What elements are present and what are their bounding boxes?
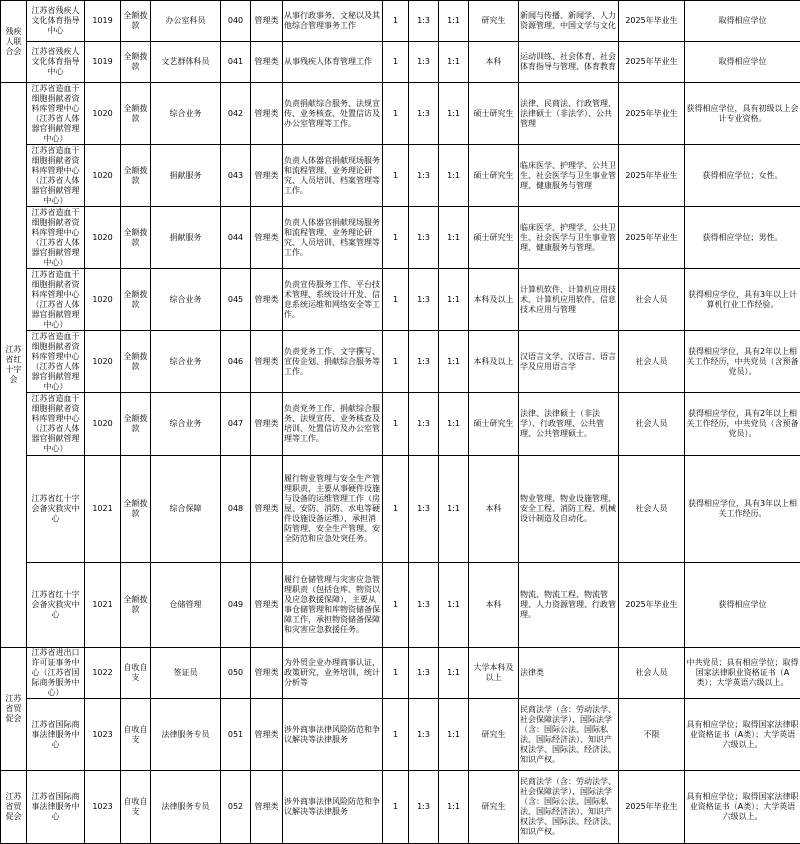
cell-other: 获得相应学位，具有3年以上计算机行业工作经验。 — [685, 269, 800, 331]
cell-position: 综合业务 — [151, 269, 221, 331]
cell-unit: 江苏省造血干细胞捐献者资料库管理中心（江苏省人体器官捐献管理中心） — [27, 331, 85, 393]
cell-exam-ratio: 1:3 — [409, 269, 439, 331]
cell-description: 涉外商事法律风险防范和争议解决等法律服务 — [283, 771, 383, 844]
cell-funding: 自收自支 — [121, 699, 151, 771]
cell-count: 1 — [383, 648, 409, 699]
cell-count: 1 — [383, 42, 409, 83]
table-row — [1, 771, 800, 844]
cell-pos-code: 050 — [221, 648, 251, 699]
cell-interview-ratio: 1:1 — [439, 1, 469, 42]
cell-unit: 江苏省造血干细胞捐献者资料库管理中心（江苏省人体器官捐献管理中心） — [27, 269, 85, 331]
cell-exam-ratio: 1:3 — [409, 83, 439, 145]
cell-count: 1 — [383, 563, 409, 648]
cell-count: 1 — [383, 207, 409, 269]
cell-description: 负责人体器官捐献现场服务和流程管理、业务理论研究、人员培训、档案管理等工作。 — [283, 145, 383, 207]
cell-position: 综合业务 — [151, 83, 221, 145]
cell-funding: 全额拨款 — [121, 145, 151, 207]
cell-education: 本科 — [469, 563, 519, 648]
cell-count: 1 — [383, 331, 409, 393]
cell-category: 管理类 — [251, 1, 283, 42]
cell-count: 1 — [383, 393, 409, 456]
cell-pos-code: 048 — [221, 456, 251, 563]
cell-funding: 全额拨款 — [121, 269, 151, 331]
cell-interview-ratio: 1:1 — [439, 145, 469, 207]
cell-unit: 江苏省造血干细胞捐献者资料库管理中心（江苏省人体器官捐献管理中心） — [27, 145, 85, 207]
cell-description: 负责捐献综合服务、法规宣传、业务核查、处置信访及办公室管理等工作。 — [283, 83, 383, 145]
cell-exam-ratio: 1:3 — [409, 207, 439, 269]
cell-interview-ratio: 1:1 — [439, 83, 469, 145]
cell-category: 管理类 — [251, 207, 283, 269]
table-row — [1, 145, 800, 207]
cell-unit: 江苏省造血干细胞捐献者资料库管理中心（江苏省人体器官捐献管理中心） — [27, 393, 85, 456]
cell-unit-code: 1020 — [85, 145, 121, 207]
cell-count: 1 — [383, 456, 409, 563]
cell-unit: 江苏省红十字会备灾救灾中心 — [27, 563, 85, 648]
cell-unit-code: 1019 — [85, 42, 121, 83]
cell-description: 负责党务工作、捐献综合服务、法规宣传、业务核查及培训、处置信访及办公室管理等工作。 — [283, 393, 383, 456]
cell-position: 文艺群体科员 — [151, 42, 221, 83]
cell-funding: 自收自支 — [121, 771, 151, 844]
cell-major: 法律类 — [519, 648, 619, 699]
cell-count: 1 — [383, 83, 409, 145]
cell-category: 管理类 — [251, 42, 283, 83]
cell-unit: 江苏省造血干细胞捐献者资料库管理中心（江苏省人体器官捐献管理中心） — [27, 207, 85, 269]
cell-category: 管理类 — [251, 771, 283, 844]
cell-education: 本科 — [469, 456, 519, 563]
cell-description: 涉外商事法律风险防范和争议解决等法律服务 — [283, 699, 383, 771]
cell-unit: 江苏省进出口许可证事务中心（江苏省国际商务服务中心） — [27, 648, 85, 699]
cell-position: 捐献服务 — [151, 207, 221, 269]
cell-interview-ratio: 1:1 — [439, 648, 469, 699]
cell-other: 获得相应学位 — [685, 563, 800, 648]
cell-position: 综合保障 — [151, 456, 221, 563]
cell-unit-code: 1021 — [85, 456, 121, 563]
cell-position: 法律服务专员 — [151, 771, 221, 844]
cell-target: 不限 — [619, 699, 685, 771]
cell-unit: 江苏省红十字会备灾救灾中心 — [27, 456, 85, 563]
cell-description: 从事行政事务、文秘以及其他综合管理事务工作 — [283, 1, 383, 42]
cell-description: 从事残疾人体育管理工作 — [283, 42, 383, 83]
cell-major: 临床医学、护理学、公共卫生、社会医学与卫生事业管理、健康服务与管理 — [519, 145, 619, 207]
cell-pos-code: 047 — [221, 393, 251, 456]
cell-funding: 全额拨款 — [121, 456, 151, 563]
cell-position: 仓储管理 — [151, 563, 221, 648]
cell-major: 民商法学（含：劳动法学、社会保障法学）、国际法学（含：国际公法、国际私法、国际经济法）、知识产权法学、国际法、经济法、知识产权。 — [519, 771, 619, 844]
cell-education: 硕士研究生 — [469, 83, 519, 145]
table-row — [1, 42, 800, 83]
cell-pos-code: 049 — [221, 563, 251, 648]
cell-count: 1 — [383, 771, 409, 844]
cell-pos-code: 043 — [221, 145, 251, 207]
cell-funding: 全额拨款 — [121, 83, 151, 145]
cell-exam-ratio: 1:3 — [409, 42, 439, 83]
cell-education: 硕士研究生 — [469, 207, 519, 269]
cell-position: 综合业务 — [151, 393, 221, 456]
cell-interview-ratio: 1:1 — [439, 771, 469, 844]
table-row — [1, 1, 800, 42]
cell-major: 物业管理、物业设施管理、安全工程、消防工程、机械设计制造及自动化。 — [519, 456, 619, 563]
cell-organization: 江苏省贸促会 — [1, 648, 27, 771]
cell-education: 硕士研究生 — [469, 145, 519, 207]
cell-category: 管理类 — [251, 456, 283, 563]
cell-organization: 江苏省红十字会 — [1, 83, 27, 648]
cell-education: 硕士研究生 — [469, 393, 519, 456]
cell-unit-code: 1023 — [85, 771, 121, 844]
cell-target: 社会人员 — [619, 269, 685, 331]
cell-major: 临床医学、护理学、公共卫生、社会医学与卫生事业管理、健康服务与管理。 — [519, 207, 619, 269]
cell-count: 1 — [383, 145, 409, 207]
cell-education: 研究生 — [469, 699, 519, 771]
cell-unit: 江苏省国际商事法律服务中心 — [27, 771, 85, 844]
cell-exam-ratio: 1:3 — [409, 393, 439, 456]
table-row — [1, 207, 800, 269]
cell-interview-ratio: 1:1 — [439, 393, 469, 456]
cell-funding: 全额拨款 — [121, 1, 151, 42]
cell-exam-ratio: 1:3 — [409, 145, 439, 207]
cell-education: 大学本科及以上 — [469, 648, 519, 699]
cell-interview-ratio: 1:1 — [439, 269, 469, 331]
cell-description: 为外贸企业办理商事认证，政策研究，业务培训，统计分析等 — [283, 648, 383, 699]
cell-unit-code: 1023 — [85, 699, 121, 771]
cell-description: 履行仓储管理与灾害应急管理职责（包括仓库、物资以及应急救援保障），主要从事仓储管理和库物资储备保障工作，承担物资储备保障和灾害应急救援任务。 — [283, 563, 383, 648]
cell-other: 取得相应学位 — [685, 42, 800, 83]
cell-other: 获得相应学位；女性。 — [685, 145, 800, 207]
cell-unit-code: 1020 — [85, 269, 121, 331]
cell-unit-code: 1022 — [85, 648, 121, 699]
table-row — [1, 456, 800, 563]
cell-unit-code: 1020 — [85, 83, 121, 145]
cell-exam-ratio: 1:3 — [409, 699, 439, 771]
cell-interview-ratio: 1:1 — [439, 699, 469, 771]
cell-interview-ratio: 1:1 — [439, 42, 469, 83]
cell-description: 负责人体器官捐献现场服务和流程管理、业务理论研究、人员培训、档案管理等工作。 — [283, 207, 383, 269]
cell-pos-code: 041 — [221, 42, 251, 83]
cell-funding: 全额拨款 — [121, 207, 151, 269]
cell-target: 社会人员 — [619, 648, 685, 699]
cell-other: 获得相应学位，具有3年以上相关工作经历。 — [685, 456, 800, 563]
cell-pos-code: 052 — [221, 771, 251, 844]
cell-category: 管理类 — [251, 83, 283, 145]
cell-exam-ratio: 1:3 — [409, 563, 439, 648]
cell-other: 获得相应学位，具有2年以上相关工作经历，中共党员（含预备党员）。 — [685, 331, 800, 393]
cell-unit: 江苏省残疾人文化体育指导中心 — [27, 1, 85, 42]
cell-position: 捐献服务 — [151, 145, 221, 207]
cell-pos-code: 044 — [221, 207, 251, 269]
cell-unit-code: 1020 — [85, 331, 121, 393]
cell-description: 负责宣传服务工作、平台技术管理、系统设计开发、信息系统运维和网络安全等工作。 — [283, 269, 383, 331]
cell-target: 2025年毕业生 — [619, 771, 685, 844]
cell-education: 本科及以上 — [469, 331, 519, 393]
cell-position: 法律服务专员 — [151, 699, 221, 771]
cell-education: 研究生 — [469, 771, 519, 844]
cell-target: 2025年毕业生 — [619, 145, 685, 207]
cell-other: 获得相应学位；男性。 — [685, 207, 800, 269]
cell-funding: 全额拨款 — [121, 393, 151, 456]
table-row — [1, 699, 800, 771]
cell-other: 具有相应学位；取得国家法律职业资格证书（A类）；大学英语六级以上。 — [685, 699, 800, 771]
cell-target: 社会人员 — [619, 331, 685, 393]
cell-category: 管理类 — [251, 331, 283, 393]
cell-target: 2025年毕业生 — [619, 563, 685, 648]
cell-major: 计算机软件、计算机应用技术、计算机应用软件、信息技术应用与管理 — [519, 269, 619, 331]
cell-other: 获得相应学位，具有2年以上相关工作经历，中共党员（含预备党员）。 — [685, 393, 800, 456]
table-row — [1, 269, 800, 331]
cell-other: 获得相应学位，具有初级以上会计专业资格。 — [685, 83, 800, 145]
cell-education: 本科 — [469, 42, 519, 83]
cell-major: 法律、民商法、行政管理、法律硕士（非法学）、公共管理 — [519, 83, 619, 145]
cell-exam-ratio: 1:3 — [409, 331, 439, 393]
cell-other: 具有相应学位；取得国家法律职业资格证书（A类）；大学英语六级以上。 — [685, 771, 800, 844]
cell-interview-ratio: 1:1 — [439, 563, 469, 648]
cell-funding: 自收自支 — [121, 648, 151, 699]
cell-major: 汉语言文学、汉语言、语言学及应用语言学 — [519, 331, 619, 393]
cell-position: 签证员 — [151, 648, 221, 699]
cell-target: 2025年毕业生 — [619, 42, 685, 83]
cell-target: 2025年毕业生 — [619, 207, 685, 269]
cell-major: 运动训练、社会体育、社会体育指导与管理、体育教育 — [519, 42, 619, 83]
cell-interview-ratio: 1:1 — [439, 207, 469, 269]
cell-other: 取得相应学位 — [685, 1, 800, 42]
cell-unit-code: 1021 — [85, 563, 121, 648]
cell-education: 研究生 — [469, 1, 519, 42]
cell-pos-code: 040 — [221, 1, 251, 42]
cell-funding: 全额拨款 — [121, 331, 151, 393]
cell-major: 物流、物流工程、物流管理、人力资源管理、行政管理。 — [519, 563, 619, 648]
cell-count: 1 — [383, 269, 409, 331]
cell-target: 2025年毕业生 — [619, 1, 685, 42]
table-row — [1, 393, 800, 456]
table-row — [1, 83, 800, 145]
cell-count: 1 — [383, 699, 409, 771]
cell-education: 本科及以上 — [469, 269, 519, 331]
cell-position: 综合业务 — [151, 331, 221, 393]
cell-other: 中共党员；具有相应学位；取得国家法律职业资格证书（A类）；大学英语六级以上。 — [685, 648, 800, 699]
cell-category: 管理类 — [251, 269, 283, 331]
cell-position: 办公室科员 — [151, 1, 221, 42]
cell-pos-code: 042 — [221, 83, 251, 145]
table-row — [1, 648, 800, 699]
cell-major: 新闻与传播、新闻学、人力资源管理、中国文学与文化 — [519, 1, 619, 42]
cell-unit-code: 1020 — [85, 393, 121, 456]
cell-funding: 全额拨款 — [121, 42, 151, 83]
cell-category: 管理类 — [251, 563, 283, 648]
cell-description: 履行物业管理与安全生产管理职责，主要从事硬件设施与设备的运维管理工作（房屋、安防、消防、水电等硬件设施设备运维），承担消防管理、安全生产管理、安全防范和应急处突任务。 — [283, 456, 383, 563]
cell-unit-code: 1020 — [85, 207, 121, 269]
table-row — [1, 331, 800, 393]
cell-unit-code: 1019 — [85, 1, 121, 42]
cell-pos-code: 045 — [221, 269, 251, 331]
table-body — [1, 1, 800, 844]
cell-organization: 江苏省贸促会 — [1, 771, 27, 844]
cell-pos-code: 051 — [221, 699, 251, 771]
cell-exam-ratio: 1:3 — [409, 1, 439, 42]
cell-funding: 全额拨款 — [121, 563, 151, 648]
cell-major: 民商法学（含：劳动法学、社会保障法学）、国际法学（含：国际公法、国际私法、国际经济法）、知识产权法学、国际法、经济法、知识产权。 — [519, 699, 619, 771]
cell-category: 管理类 — [251, 393, 283, 456]
cell-category: 管理类 — [251, 699, 283, 771]
cell-interview-ratio: 1:1 — [439, 331, 469, 393]
cell-description: 负责党务工作、文字撰写、宣传企划、捐献综合服务等工作。 — [283, 331, 383, 393]
cell-exam-ratio: 1:3 — [409, 648, 439, 699]
table-row — [1, 563, 800, 648]
cell-unit: 江苏省造血干细胞捐献者资料库管理中心（江苏省人体器官捐献管理中心） — [27, 83, 85, 145]
cell-organization: 残疾人联合会 — [1, 1, 27, 83]
cell-category: 管理类 — [251, 145, 283, 207]
cell-target: 社会人员 — [619, 393, 685, 456]
cell-count: 1 — [383, 1, 409, 42]
cell-interview-ratio: 1:1 — [439, 456, 469, 563]
cell-exam-ratio: 1:3 — [409, 456, 439, 563]
cell-unit: 江苏省残疾人文化体育指导中心 — [27, 42, 85, 83]
cell-category: 管理类 — [251, 648, 283, 699]
cell-exam-ratio: 1:3 — [409, 771, 439, 844]
cell-target: 社会人员 — [619, 456, 685, 563]
cell-target: 2025年毕业生 — [619, 83, 685, 145]
cell-major: 法律、法律硕士（非法学）、行政管理、公共管理、公共管理硕士。 — [519, 393, 619, 456]
cell-unit: 江苏省国际商事法律服务中心 — [27, 699, 85, 771]
cell-pos-code: 046 — [221, 331, 251, 393]
